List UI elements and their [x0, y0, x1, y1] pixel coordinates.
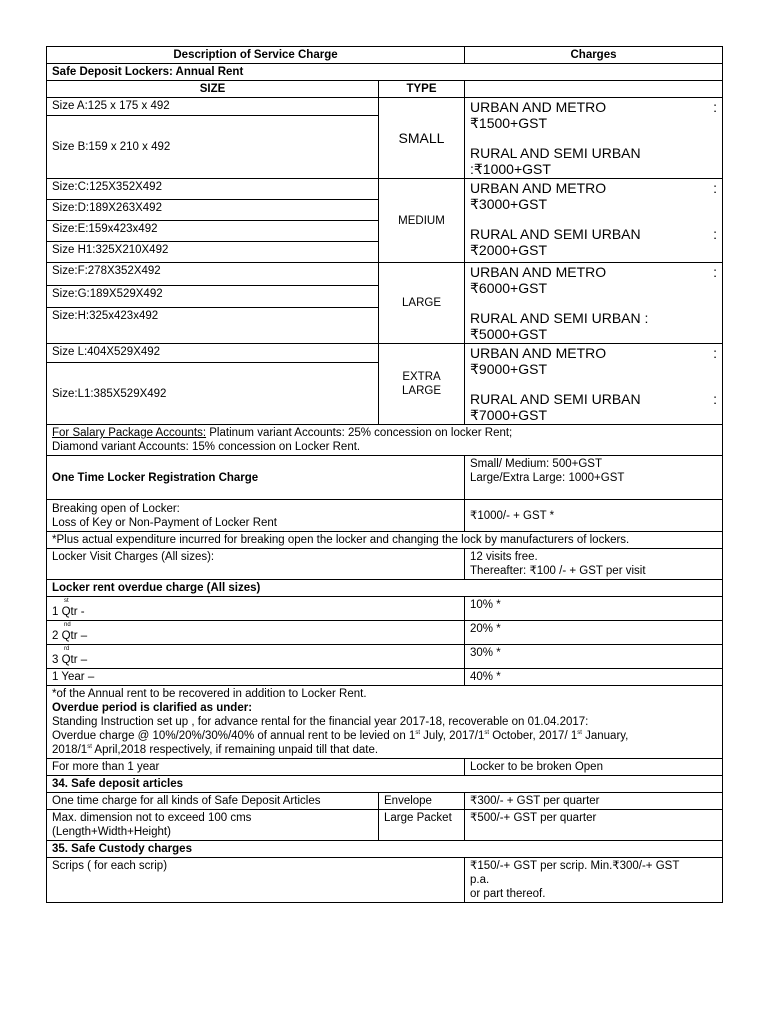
urban-label: URBAN AND METRO — [470, 345, 607, 361]
urban-price: ₹9000+GST — [470, 361, 548, 377]
envelope-type: Envelope — [379, 793, 465, 810]
rural-label: RURAL AND SEMI URBAN — [470, 226, 641, 242]
small-row-1 — [47, 98, 723, 116]
envelope-row — [47, 793, 723, 810]
more-than-year-label: For more than 1 year — [47, 759, 465, 776]
size-cell: Size:D:189X263X492 — [47, 200, 379, 221]
overdue-notes-row — [47, 686, 723, 759]
charges-header: Charges — [465, 47, 723, 64]
small-charges: URBAN AND METRO : ₹1500+GST RURAL AND SEMI URBAN :₹1000+GST — [465, 98, 723, 179]
urban-label: URBAN AND METRO — [470, 264, 607, 280]
overdue-row-year — [47, 669, 723, 686]
medium-charges: URBAN AND METRO : ₹3000+GST RURAL AND SEMI URBAN : ₹2000+GST — [465, 179, 723, 263]
registration-charges: Small/ Medium: 500+GST Large/Extra Large: 1000+GST — [465, 456, 723, 500]
more-than-year-row — [47, 759, 723, 776]
urban-price: ₹1500+GST — [470, 115, 548, 131]
plus-note-row — [47, 532, 723, 549]
overdue-label: nd 2 Qtr – — [47, 621, 465, 645]
overdue-label: st 1 Qtr - — [47, 597, 465, 621]
more-than-year-charge: Locker to be broken Open — [465, 759, 723, 776]
lockers-title-row — [47, 64, 723, 81]
rural-label: RURAL AND SEMI URBAN : — [470, 310, 649, 326]
visit-charges: 12 visits free. Thereafter: ₹100 /- + GST per visit — [465, 549, 723, 580]
type-header: TYPE — [379, 81, 465, 98]
large-charges: URBAN AND METRO : ₹6000+GST RURAL AND SEMI URBAN : ₹5000+GST — [465, 263, 723, 344]
safe-deposit-title-row — [47, 776, 723, 793]
size-cell: Size:L1:385X529X492 — [47, 363, 379, 425]
size-cell: Size A:125 x 175 x 492 — [47, 98, 379, 116]
urban-price: ₹3000+GST — [470, 196, 548, 212]
size-header: SIZE — [47, 81, 379, 98]
xl-charges: URBAN AND METRO : ₹9000+GST RURAL AND SEMI URBAN : ₹7000+GST — [465, 344, 723, 425]
header-row — [47, 47, 723, 64]
rural-label: RURAL AND SEMI URBAN — [470, 145, 641, 161]
size-cell: Size:G:189X529X492 — [47, 285, 379, 308]
overdue-charge: 40% * — [465, 669, 723, 686]
service-charges-table — [46, 46, 723, 903]
medium-row-1 — [47, 179, 723, 200]
type-large: LARGE — [379, 263, 465, 344]
size-cell: Size:C:125X352X492 — [47, 179, 379, 200]
size-type-header-row — [47, 81, 723, 98]
overdue-title: Locker rent overdue charge (All sizes) — [47, 580, 723, 597]
envelope-charge: ₹300/- + GST per quarter — [465, 793, 723, 810]
large-row-1 — [47, 263, 723, 286]
breaking-label: Breaking open of Locker: Loss of Key or Non-Payment of Locker Rent — [47, 500, 465, 532]
large-packet-desc: Max. dimension not to exceed 100 cms (Length+Width+Height) — [47, 810, 379, 841]
overdue-label: 1 Year – — [47, 669, 465, 686]
plus-note: *Plus actual expenditure incurred for breaking open the locker and changing the lock by manufacturers of lockers. — [47, 532, 723, 549]
size-cell: Size L:404X529X492 — [47, 344, 379, 363]
urban-price: ₹6000+GST — [470, 280, 548, 296]
custody-charge: ₹150/-+ GST per scrip. Min.₹300/-+ GST p.a. or part thereof. — [465, 858, 723, 903]
custody-title: 35. Safe Custody charges — [47, 841, 723, 858]
overdue-row-q1 — [47, 597, 723, 621]
large-packet-type: Large Packet — [379, 810, 465, 841]
safe-deposit-title: 34. Safe deposit articles — [47, 776, 723, 793]
rural-label: RURAL AND SEMI URBAN — [470, 391, 641, 407]
size-cell: Size B:159 x 210 x 492 — [47, 115, 379, 178]
rural-price: ₹5000+GST — [470, 326, 548, 342]
registration-row — [47, 456, 723, 500]
lockers-title: Safe Deposit Lockers: Annual Rent — [47, 64, 723, 81]
size-cell: Size H1:325X210X492 — [47, 242, 379, 263]
overdue-charge: 30% * — [465, 645, 723, 669]
custody-title-row — [47, 841, 723, 858]
type-medium: MEDIUM — [379, 179, 465, 263]
overdue-label: rd 3 Qtr – — [47, 645, 465, 669]
type-small: SMALL — [379, 98, 465, 179]
custody-row — [47, 858, 723, 903]
size-cell: Size:E:159x423x492 — [47, 221, 379, 242]
overdue-charge: 20% * — [465, 621, 723, 645]
description-header: Description of Service Charge — [47, 47, 465, 64]
registration-label: One Time Locker Registration Charge — [47, 456, 465, 500]
type-extra-large: EXTRA LARGE — [379, 344, 465, 425]
overdue-row-q3 — [47, 645, 723, 669]
visit-label: Locker Visit Charges (All sizes): — [47, 549, 465, 580]
size-cell: Size:H:325x423x492 — [47, 308, 379, 344]
overdue-charge: 10% * — [465, 597, 723, 621]
salary-note: For Salary Package Accounts: Platinum variant Accounts: 25% concession on locker Rent; Diamond variant Accounts: 15% concession on Locker Rent. — [47, 425, 723, 456]
safe-deposit-desc: One time charge for all kinds of Safe Deposit Articles — [47, 793, 379, 810]
urban-label: URBAN AND METRO — [470, 180, 607, 196]
large-packet-row — [47, 810, 723, 841]
custody-desc: Scrips ( for each scrip) — [47, 858, 465, 903]
rural-price: :₹1000+GST — [470, 161, 551, 177]
salary-row — [47, 425, 723, 456]
overdue-notes: *of the Annual rent to be recovered in addition to Locker Rent. Overdue period is clarified as under: Standing Instruction set up , for advance rental for the financial year 2017-18, recoverable on 01.04.2017: Overdue charge @ 10%/20%/30%/40% of annual rent to be levied on 1st July, 2017/1st October, 2017/ 1st January, 2018/1st April,2018 respectively, if remaining unpaid till that date. — [47, 686, 723, 759]
rural-price: ₹7000+GST — [470, 407, 548, 423]
visit-row — [47, 549, 723, 580]
large-packet-charge: ₹500/-+ GST per quarter — [465, 810, 723, 841]
urban-label: URBAN AND METRO — [470, 99, 607, 115]
rural-price: ₹2000+GST — [470, 242, 548, 258]
salary-heading: For Salary Package Accounts: — [52, 427, 207, 439]
overdue-title-row — [47, 580, 723, 597]
breaking-charge: ₹1000/- + GST * — [465, 500, 723, 532]
size-cell: Size:F:278X352X492 — [47, 263, 379, 286]
overdue-row-q2 — [47, 621, 723, 645]
breaking-row — [47, 500, 723, 532]
xl-row-1 — [47, 344, 723, 363]
